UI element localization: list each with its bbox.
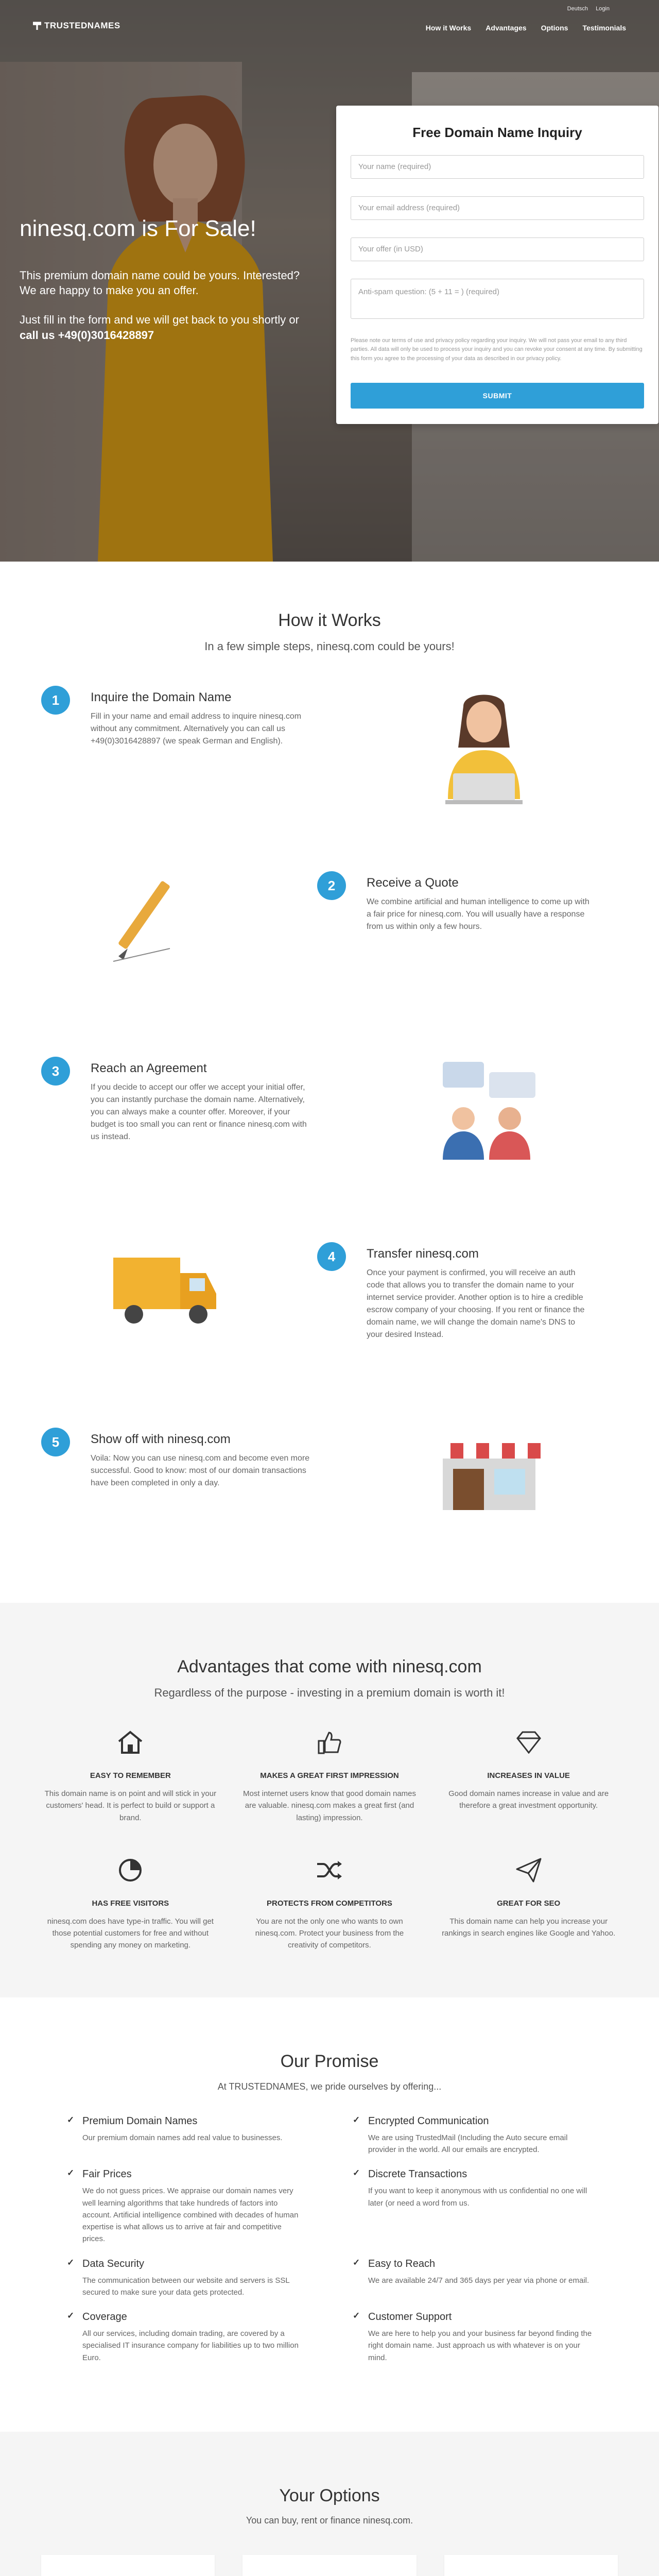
advantage-item [41,1727,220,1824]
step-4 [41,1242,618,1428]
anti-spam-field[interactable]: Anti-spam question: (5 + 11 = ) (required) [351,279,644,319]
promise-item-title: ✓ Coverage [82,2311,127,2323]
promise-title: Our Promise [280,2052,379,2072]
hero-call [20,312,308,343]
options-title: Your Options [279,2485,380,2505]
how-subtitle: In a few simple steps, ninesq.com could be yours! [204,640,455,653]
pie-chart-icon [41,1855,220,1886]
promise-item-title: ✓ Discrete Transactions [368,2168,467,2180]
promise-item-text: We are using TrustedMail (Including the Auto secure email provider in the world. All our emails are encrypted. [368,2133,568,2155]
promise-item-title: ✓ Fair Prices [82,2168,132,2180]
option-title [56,2573,200,2576]
promise-item-text: Our premium domain names add real value to businesses. [82,2133,283,2142]
promise-item-title: ✓ Easy to Reach [368,2258,436,2269]
thumbs-up-icon [240,1727,419,1758]
advantage-title: INCREASES IN VALUE [487,1771,570,1781]
hero-call-phone[interactable]: call us +49(0)3016428897 [20,328,154,342]
hero-intro: This premium domain name could be yours. Interested? We are happy to make you an offer. [20,268,300,297]
step-3 [41,1057,618,1242]
name-field[interactable]: Your name (required) [351,155,644,179]
promise-item-title: ✓ Encrypted Communication [368,2115,489,2127]
advantage-item [439,1855,618,1952]
advantages-section [0,1603,659,1997]
options-grid [41,2555,618,2576]
advantage-text: Good domain names increase in value and are therefore a great investment opportunity. [448,1789,609,1810]
form-legal-text: Please note our terms of use and privacy policy regarding your inquiry. We will not pass your email to any third parties. All data will only be used to process your inquiry and you can revoke your consent at any time. By submitting this form you agree to the processing of your data as described in our privacy policy. [351,337,643,362]
advantage-title: MAKES A GREAT FIRST IMPRESSION [260,1771,399,1781]
promise-item-text: We are here to help you and your business far beyond finding the right domain name. Just approach us with whatever is on your mind. [368,2329,592,2362]
promise-item [353,2310,592,2364]
step-number: 5 [41,1428,70,1456]
step-text: If you decide to accept our offer we accept your initial offer, you can instantly purchase the domain name. Alternatively, you can always make a counter offer. Moreover, if your budget is too small you can rent or finance ninesq.com with us instead. [91,1083,307,1142]
negotiation-illustration [432,1057,546,1165]
option-card-purchase [242,2555,416,2576]
advantage-title: PROTECTS FROM COMPETITORS [267,1899,392,1908]
advantage-item [41,1855,220,1952]
step-text: Fill in your name and email address to inquire ninesq.com without any commitment. Alternatively you can call us +49(0)3016428897 (we speak German and English). [91,712,302,746]
main-nav [426,23,626,33]
promise-item-title: ✓ Data Security [82,2258,145,2269]
advantages-subtitle: Regardless of the purpose - investing in a premium domain is worth it! [154,1686,505,1700]
truck-illustration [108,1242,221,1330]
house-icon [41,1727,220,1758]
inquiry-form [336,106,658,424]
promise-item-title: ✓ Customer Support [368,2311,452,2323]
option-card-rent [41,2555,215,2576]
promise-item [67,2310,306,2364]
advantage-text: You are not the only one who wants to own ninesq.com. Protect your business from the creativity of competitors. [255,1917,404,1950]
form-title: Free Domain Name Inquiry [412,125,582,140]
shop-illustration [432,1428,546,1515]
advantage-item [439,1727,618,1824]
promise-item [353,2114,592,2156]
promise-item [67,2257,306,2299]
how-it-works-section [0,562,659,1603]
options-subtitle: You can buy, rent or finance ninesq.com. [246,2515,413,2526]
option-title [257,2573,402,2576]
offer-field[interactable]: Your offer (in USD) [351,238,644,261]
advantage-text: Most internet users know that good domain names are valuable. ninesq.com makes a great first (and lasting) impression. [242,1789,416,1822]
logo[interactable] [33,20,120,32]
top-links [561,5,610,13]
promise-item [353,2257,592,2299]
advantage-title: GREAT FOR SEO [497,1899,561,1908]
woman-laptop-illustration [432,686,535,809]
nav-advantages[interactable]: Advantages [485,24,527,32]
advantage-title: HAS FREE VISITORS [92,1899,169,1908]
promise-grid [67,2114,592,2375]
advantage-item [240,1727,419,1824]
options-section [0,2432,659,2576]
promise-subtitle: At TRUSTEDNAMES, we pride ourselves by offering... [217,2081,442,2092]
submit-button[interactable]: SUBMIT [351,383,644,409]
step-number: 1 [41,686,70,715]
promise-section [0,1997,659,2431]
advantage-item [240,1855,419,1952]
top-bar [0,0,659,31]
step-title: Show off with ninesq.com [91,1432,231,1447]
hero-call-prefix: Just fill in the form and we will get back to you shortly or [20,313,299,327]
nav-options[interactable]: Options [541,24,568,32]
promise-item [67,2114,306,2156]
hero-title: ninesq.com is For Sale! [20,216,256,241]
diamond-icon [439,1727,618,1758]
promise-item-text: The communication between our website and servers is SSL secured to make sure your data gets protected. [82,2276,290,2297]
hero-section [0,0,659,562]
option-title [459,2573,603,2576]
language-link[interactable]: Deutsch [567,6,588,12]
step-5 [41,1428,618,1541]
nav-testimonials[interactable]: Testimonials [582,24,626,32]
step-text: Once your payment is confirmed, you will receive an auth code that allows you to transfer the domain name to your internet service provider. Another option is to hire a credible escrow company of your choosing. If you rent or finance the domain name, we will change the domain name's DNS to your desired Instead. [367,1268,585,1340]
pen-illustration [108,871,180,964]
step-number: 4 [317,1242,346,1271]
advantages-grid [41,1727,618,1951]
step-1 [41,686,618,871]
promise-item [353,2167,592,2245]
advantage-title: EASY TO REMEMBER [90,1771,171,1781]
step-text: Voila: Now you can use ninesq.com and become even more successful. Good to know: most of our domain transactions have been completed in only a day. [91,1454,310,1488]
logo-text: TRUSTEDNAMES [44,21,120,30]
step-title: Inquire the Domain Name [91,690,232,705]
step-title: Transfer ninesq.com [367,1247,479,1261]
advantage-text: ninesq.com does have type-in traffic. You will get those potential customers for free and without spending any money on marketing. [47,1917,214,1950]
promise-item-text: All our services, including domain trading, are covered by a specialised IT insurance company for liabilities up to two million Euro. [82,2329,299,2362]
login-link[interactable]: Login [596,6,610,12]
promise-item-text: We are available 24/7 and 365 days per year via phone or email. [368,2276,589,2285]
email-field[interactable]: Your email address (required) [351,196,644,220]
advantages-title: Advantages that come with ninesq.com [177,1657,482,1677]
promise-item-text: We do not guess prices. We appraise our domain names very well learning algorithms that take hundreds of factors into account. Artificial intelligence combined with decades of human expertise is what allows us to arrive at fair and competitive prices. [82,2187,299,2244]
promise-item-text: If you want to keep it anonymous with us confidential no one will later (or need a word from us. [368,2187,587,2208]
step-title: Receive a Quote [367,876,459,890]
step-number: 3 [41,1057,70,1086]
option-card-financing [444,2555,618,2576]
shuffle-icon [240,1855,419,1886]
advantage-text: This domain name can help you increase your rankings in search engines like Google and Yahoo. [442,1917,616,1938]
nav-how-it-works[interactable]: How it Works [425,24,472,32]
promise-item-title: ✓ Premium Domain Names [82,2115,198,2127]
paper-plane-icon [439,1855,618,1886]
step-2 [41,871,618,1057]
step-title: Reach an Agreement [91,1061,207,1076]
step-text: We combine artificial and human intelligence to come up with a fair price for ninesq.com. You will usually have a response from us within only a few hours. [367,897,589,931]
advantage-text: This domain name is on point and will stick in your customers' head. It is perfect to build or support a brand. [44,1789,217,1822]
hero-text [20,212,308,357]
promise-item [67,2167,306,2245]
step-number: 2 [317,871,346,900]
logo-mark-icon [33,22,41,30]
how-title: How it Works [278,611,381,630]
